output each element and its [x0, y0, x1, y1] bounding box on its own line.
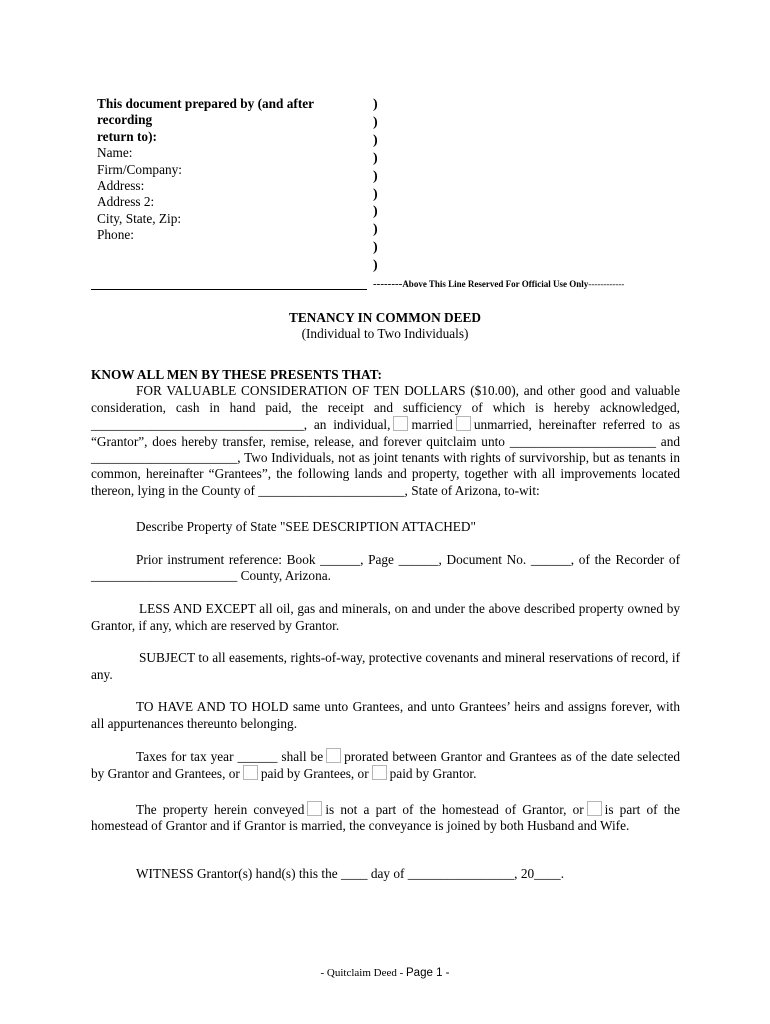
subject-to-paragraph: SUBJECT to all easements, rights-of-way, protective covenants and mineral reservations of record, if any.	[91, 650, 680, 682]
married-label: married	[411, 417, 453, 433]
deed-subtitle: (Individual to Two Individuals)	[301, 326, 469, 341]
reserved-dashes-right: ------------	[588, 279, 625, 289]
unmarried-checkbox[interactable]	[456, 416, 471, 431]
paid-by-grantees-checkbox[interactable]	[243, 765, 258, 780]
page-number: Page 1 -	[406, 967, 450, 979]
homestead-text-a: The property herein conveyed	[136, 801, 305, 817]
homestead-paragraph	[91, 801, 680, 835]
footer-label: - Quitclaim Deed -	[320, 967, 404, 979]
not-homestead-checkbox[interactable]	[307, 801, 322, 816]
paren: )	[373, 222, 378, 238]
paren: )	[373, 114, 378, 130]
page-footer	[0, 965, 770, 981]
married-checkbox[interactable]	[393, 416, 408, 431]
witness-line: WITNESS Grantor(s) hand(s) this the ____ day of ________________, 20____.	[136, 865, 565, 881]
paren: )	[373, 186, 378, 202]
recording-divider-line	[91, 289, 367, 290]
field-address: Address:	[97, 178, 145, 194]
paid-by-grantor-checkbox[interactable]	[372, 765, 387, 780]
taxes-text-c: paid by Grantees, or	[260, 766, 369, 782]
consideration-paragraph	[91, 383, 680, 499]
reserved-text: Above This Line Reserved For Official Use Only	[402, 279, 589, 289]
paren-column	[373, 96, 383, 275]
describe-property: Describe Property of State "SEE DESCRIPTION ATTACHED"	[136, 519, 476, 535]
paren: )	[373, 97, 378, 112]
paren: )	[373, 240, 378, 256]
reserved-notice	[373, 276, 624, 292]
field-name: Name:	[97, 145, 133, 161]
taxes-text-d: paid by Grantor.	[389, 766, 477, 782]
to-have-and-hold-paragraph: TO HAVE AND TO HOLD same unto Grantees, and unto Grantees’ heirs and assigns forever, with all appurtenances thereunto belonging.	[91, 699, 680, 731]
taxes-paragraph	[91, 748, 680, 783]
prepared-by-line2: return to):	[97, 128, 157, 144]
preparer-block	[97, 96, 372, 244]
homestead-text-b: is not a part of the homestead of Grantor, or	[325, 801, 584, 817]
know-all-heading: KNOW ALL MEN BY THESE PRESENTS THAT:	[91, 367, 382, 382]
taxes-text-a: Taxes for tax year ______ shall be	[136, 748, 324, 764]
taxes-text-b: prorated between Grantor and Grantees as of the date selected by Grantor and Grantees, or	[91, 748, 680, 782]
homestead-text-c: is part of the homestead of Grantor and if Grantor is married, the conveyance is joined by both Husband and Wife.	[91, 801, 680, 834]
field-firm: Firm/Company:	[97, 161, 182, 177]
field-phone: Phone:	[97, 227, 134, 243]
prior-instrument-reference: Prior instrument reference: Book ______, Page ______, Document No. ______, of the Recorder of ______________________ County, Arizona.	[91, 551, 680, 584]
is-homestead-checkbox[interactable]	[587, 801, 602, 816]
reserved-dashes-left: --------	[373, 278, 403, 290]
paren: )	[373, 204, 378, 220]
prorated-checkbox[interactable]	[326, 748, 341, 763]
less-and-except-paragraph: LESS AND EXCEPT all oil, gas and minerals, on and under the above described property owned by Grantor, if any, which are reserved by Grantor.	[91, 601, 680, 633]
deed-title: TENANCY IN COMMON DEED	[289, 310, 481, 325]
deed-body	[91, 367, 680, 882]
prepared-by-line1: This document prepared by (and after recording	[97, 96, 314, 128]
consideration-text-2: unmarried, hereinafter referred to as “Grantor”, does hereby transfer, remise, release, and forever quitclaim unto ______________________ and ______________________, Two Individuals, not as joint tenants with rights of survivorship, but as tenants in common, hereinafter “Grantees”, the following lands and property, together with all improvements located thereon, lying in the County of ______________________, State of Arizona, to-wit:	[91, 417, 680, 498]
consideration-text-1: FOR VALUABLE CONSIDERATION OF TEN DOLLARS ($10.00), and other good and valuable consideration, cash in hand paid, the receipt and sufficiency of which is hereby acknowledged, ________________________________, an individual,	[91, 383, 680, 433]
paren: )	[373, 150, 378, 166]
paren: )	[373, 132, 378, 148]
paren: )	[373, 258, 378, 274]
paren: )	[373, 168, 378, 184]
field-address2: Address 2:	[97, 194, 155, 210]
field-city-state-zip: City, State, Zip:	[97, 210, 182, 226]
